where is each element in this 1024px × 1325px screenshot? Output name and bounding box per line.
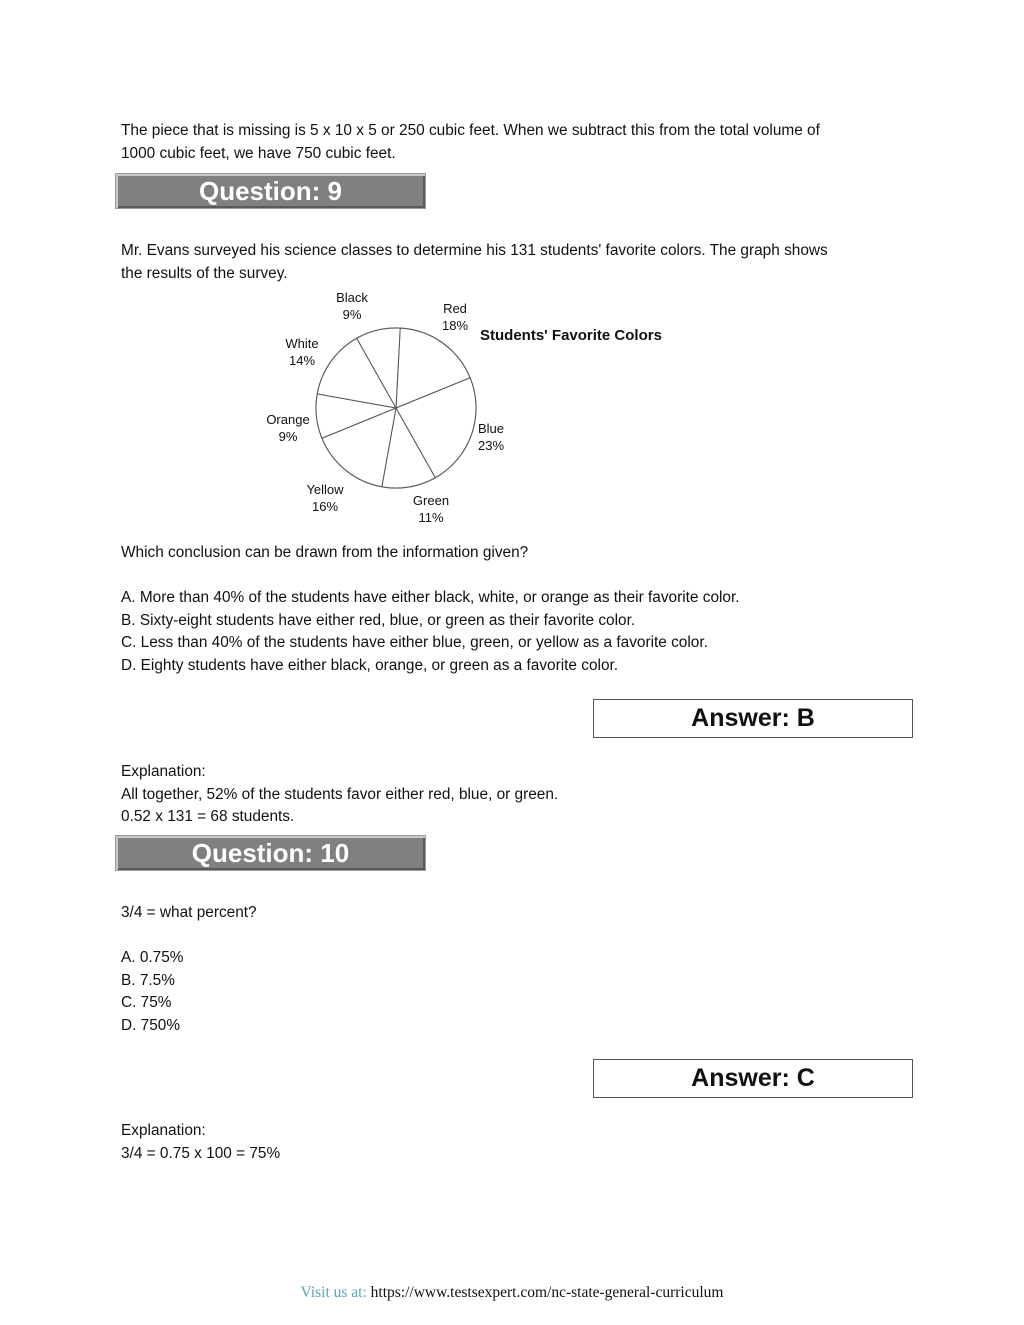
question-9-prompt bbox=[121, 542, 911, 565]
pie bbox=[316, 328, 476, 488]
explanation-line: 3/4 = 0.75 x 100 = 75% bbox=[121, 1144, 281, 1162]
footer-label: Visit us at: bbox=[300, 1284, 367, 1301]
question-10-title: Question: 10 bbox=[191, 838, 350, 868]
question-9-answer: Answer: B bbox=[593, 699, 913, 738]
question-9-explanation bbox=[121, 761, 911, 829]
slice-value-orange: 9% bbox=[278, 429, 298, 444]
option-b: B. Sixty-eight students have either red, blue, or green as their favorite color. bbox=[121, 611, 636, 629]
option-b: B. 7.5% bbox=[121, 971, 175, 989]
option-c: C. 75% bbox=[121, 994, 172, 1011]
question-9-title: Question: 9 bbox=[198, 176, 342, 206]
slice-value-green: 11% bbox=[418, 510, 444, 525]
slice-label-orange: Orange bbox=[266, 412, 310, 427]
option-c: C. Less than 40% of the students have either blue, green, or yellow as a favorite color. bbox=[121, 634, 708, 651]
slice-label-black: Black bbox=[336, 290, 368, 305]
intro-paragraph bbox=[121, 120, 911, 165]
question-10-options bbox=[121, 947, 911, 1037]
intro-line: The piece that is missing is 5 x 10 x 5 or 250 cubic feet. When we subtract this from the total volume of bbox=[121, 122, 820, 139]
intro-line: 1000 cubic feet, we have 750 cubic feet. bbox=[121, 144, 396, 162]
slice-label-red: Red bbox=[443, 301, 467, 316]
prompt-text: Which conclusion can be drawn from the information given? bbox=[121, 544, 529, 561]
slice-value-red: 18% bbox=[441, 318, 469, 333]
slice-label-yellow: Yellow bbox=[306, 482, 344, 497]
slice-value-black: 9% bbox=[342, 307, 362, 322]
stem-text: 3/4 = what percent? bbox=[121, 904, 257, 921]
explanation-line: All together, 52% of the students favor either red, blue, or green. bbox=[121, 785, 559, 803]
stem-line: the results of the survey. bbox=[121, 264, 288, 282]
favorite-colors-pie-chart bbox=[250, 285, 700, 530]
slice-label-blue: Blue bbox=[477, 421, 505, 436]
question-10-explanation bbox=[121, 1120, 911, 1165]
slice-label-white: White bbox=[285, 336, 319, 351]
explanation-line: Explanation: bbox=[121, 763, 206, 780]
chart-title: Students' Favorite Colors bbox=[480, 327, 662, 344]
explanation-line: 0.52 x 131 = 68 students. bbox=[121, 808, 295, 825]
slice-value-yellow: 16% bbox=[311, 499, 339, 514]
question-10-answer: Answer: C bbox=[593, 1059, 913, 1098]
question-9-stem bbox=[121, 240, 911, 285]
footer bbox=[0, 1284, 1024, 1302]
explanation-line: Explanation: bbox=[121, 1122, 206, 1139]
stem-line: Mr. Evans surveyed his science classes to determine his 131 students' favorite colors. The graph shows bbox=[121, 242, 828, 259]
footer-link[interactable]: https://www.testsexpert.com/nc-state-general-curriculum bbox=[370, 1284, 724, 1301]
question-9-banner bbox=[115, 173, 426, 209]
option-d: D. 750% bbox=[121, 1016, 181, 1034]
option-a: A. More than 40% of the students have either black, white, or orange as their favorite color. bbox=[121, 589, 740, 606]
option-d: D. Eighty students have either black, orange, or green as a favorite color. bbox=[121, 656, 619, 674]
question-10-banner bbox=[115, 835, 426, 871]
option-a: A. 0.75% bbox=[121, 949, 184, 966]
slice-label-green: Green bbox=[412, 493, 450, 508]
slice-value-blue: 23% bbox=[477, 438, 505, 453]
slice-value-white: 14% bbox=[288, 353, 316, 368]
question-9-options bbox=[121, 587, 911, 677]
question-10-stem bbox=[121, 902, 911, 925]
